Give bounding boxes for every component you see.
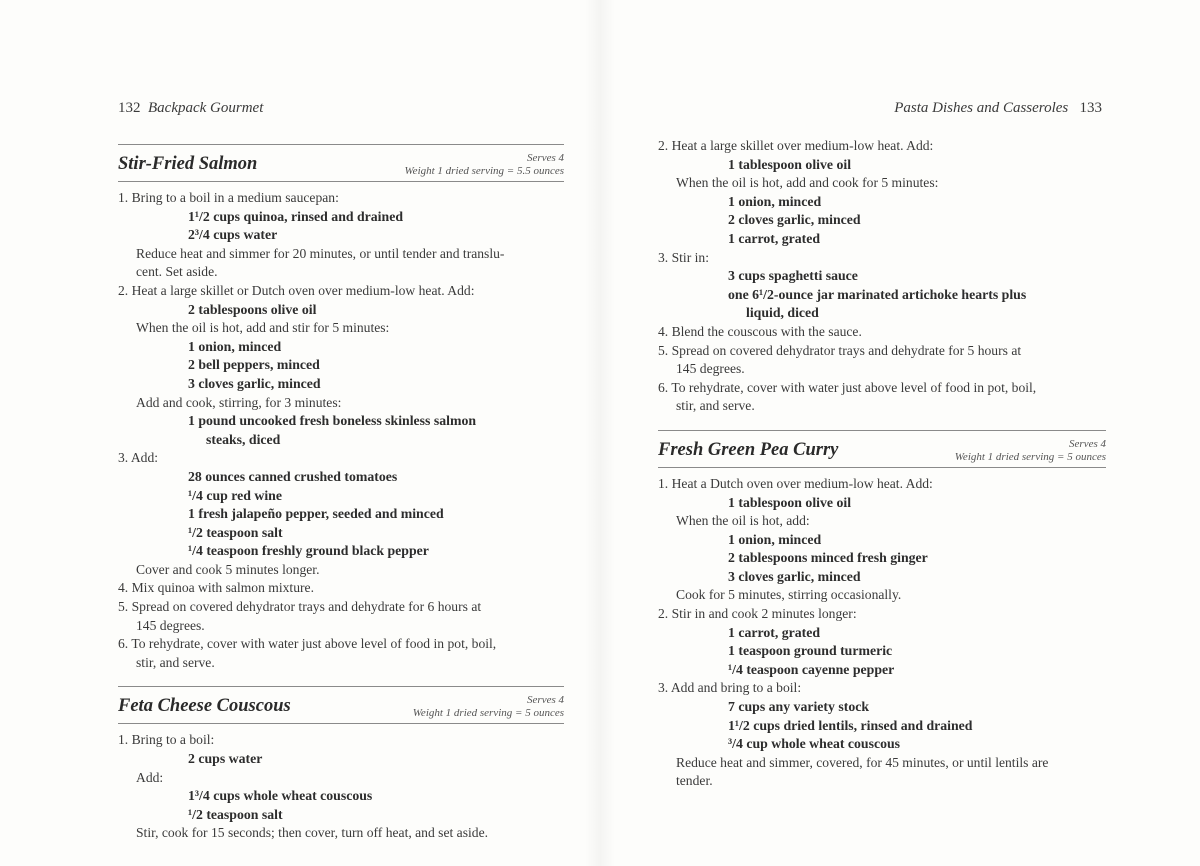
recipe-header xyxy=(658,430,1106,468)
step-text: 6. To rehydrate, cover with water just above level of food in pot, boil, xyxy=(118,636,497,652)
instruction-text: When the oil is hot, add and cook for 5 minutes: xyxy=(676,175,939,191)
right-running-head xyxy=(894,100,1102,117)
ingredient: 1 onion, minced xyxy=(728,193,822,209)
ingredient: ¹/4 cup red wine xyxy=(188,487,282,503)
left-column xyxy=(118,140,564,843)
ingredient: 1 carrot, grated xyxy=(728,230,821,246)
ingredient: 2³/4 cups water xyxy=(188,227,278,243)
ingredient: 1 onion, minced xyxy=(728,531,822,547)
instruction-text: When the oil is hot, add: xyxy=(676,513,810,529)
ingredient: ³/4 cup whole wheat couscous xyxy=(728,736,901,752)
step-text: 4. Mix quinoa with salmon mixture. xyxy=(118,580,314,596)
recipe-header xyxy=(118,686,564,724)
ingredient: 1 pound uncooked fresh boneless skinless salmon xyxy=(188,413,477,429)
ingredient: ¹/2 teaspoon salt xyxy=(188,806,283,822)
recipe-title: Stir-Fried Salmon xyxy=(118,154,258,174)
ingredient: ¹/4 teaspoon freshly ground black pepper xyxy=(188,543,429,559)
ingredient: steaks, diced xyxy=(206,431,281,447)
step-text: 1. Bring to a boil in a medium saucepan: xyxy=(118,190,339,205)
instruction-text: Stir, cook for 15 seconds; then cover, turn off heat, and set aside. xyxy=(136,825,489,841)
instruction-text: stir, and serve. xyxy=(136,654,215,670)
recipe-meta xyxy=(955,438,1106,464)
ingredient: 1 tablespoon olive oil xyxy=(728,494,852,510)
instruction-text: 145 degrees. xyxy=(676,361,745,377)
instruction-text: Cook for 5 minutes, stirring occasionally. xyxy=(676,587,902,603)
ingredient: 2 tablespoons olive oil xyxy=(188,301,317,317)
instruction-text: Add: xyxy=(136,769,164,785)
right-column xyxy=(658,137,1106,791)
recipe-body xyxy=(118,189,564,672)
ingredient: 1 carrot, grated xyxy=(728,624,821,640)
ingredient: 1 teaspoon ground turmeric xyxy=(728,643,893,659)
recipe-body xyxy=(658,475,1106,791)
ingredient: 7 cups any variety stock xyxy=(728,699,870,715)
ingredient: 28 ounces canned crushed tomatoes xyxy=(188,468,398,484)
step-text: 3. Add: xyxy=(118,450,159,466)
step-text: 1. Bring to a boil: xyxy=(118,732,215,748)
step-text: 6. To rehydrate, cover with water just above level of food in pot, boil, xyxy=(658,379,1037,395)
recipe-meta xyxy=(405,152,564,178)
ingredient: liquid, diced xyxy=(746,305,819,321)
ingredient: 2 bell peppers, minced xyxy=(188,357,320,373)
instruction-text: 145 degrees. xyxy=(136,617,205,633)
running-title: Backpack Gourmet xyxy=(148,100,264,116)
ingredient: 2 tablespoons minced fresh ginger xyxy=(728,550,928,566)
recipe-body xyxy=(118,731,564,843)
ingredient: 3 cloves garlic, minced xyxy=(188,375,321,391)
instruction-text: Cover and cook 5 minutes longer. xyxy=(136,561,320,577)
instruction-text: cent. Set aside. xyxy=(136,264,218,280)
instruction-text: Reduce heat and simmer, covered, for 45 minutes, or until lentils are xyxy=(676,754,1049,770)
ingredient: 1¹/2 cups quinoa, rinsed and drained xyxy=(188,208,403,224)
ingredient: 1¹/2 cups dried lentils, rinsed and drained xyxy=(728,717,973,733)
recipe-weight: Weight 1 dried serving = 5 ounces xyxy=(954,450,1106,463)
recipe-weight: Weight 1 dried serving = 5 ounces xyxy=(412,707,564,720)
step-text: 3. Add and bring to a boil: xyxy=(658,680,802,696)
instruction-text: Reduce heat and simmer for 20 minutes, or until tender and translu- xyxy=(136,245,505,261)
recipe-serves: Serves 4 xyxy=(527,694,564,707)
page-number: 133 xyxy=(1079,100,1102,116)
page-number: 132 xyxy=(118,100,141,116)
recipe-title: Fresh Green Pea Curry xyxy=(658,439,839,460)
ingredient: 3 cups spaghetti sauce xyxy=(728,268,858,284)
ingredient: ¹/2 teaspoon salt xyxy=(188,524,283,540)
ingredient: 1 onion, minced xyxy=(188,338,282,354)
ingredient: 1³/4 cups whole wheat couscous xyxy=(188,788,373,804)
step-text: 1. Heat a Dutch oven over medium-low heat. Add: xyxy=(658,475,933,491)
recipe-title: Feta Cheese Couscous xyxy=(118,696,291,717)
right-page xyxy=(600,0,1200,866)
instruction-text: stir, and serve. xyxy=(676,398,755,414)
step-text: 4. Blend the couscous with the sauce. xyxy=(658,323,862,339)
step-text: 2. Heat a large skillet or Dutch oven over medium-low heat. Add: xyxy=(118,282,475,298)
instruction-text: tender. xyxy=(676,773,713,789)
recipe-serves: Serves 4 xyxy=(1069,437,1106,450)
recipe-meta xyxy=(413,694,564,720)
ingredient: 2 cups water xyxy=(188,751,263,767)
running-title: Pasta Dishes and Casseroles xyxy=(894,100,1069,116)
ingredient: one 6¹/2-ounce jar marinated artichoke hearts plus xyxy=(728,286,1027,302)
step-text: 5. Spread on covered dehydrator trays and dehydrate for 6 hours at xyxy=(118,599,482,615)
step-text: 2. Heat a large skillet over medium-low heat. Add: xyxy=(658,138,934,153)
step-text: 5. Spread on covered dehydrator trays and dehydrate for 5 hours at xyxy=(658,342,1022,358)
instruction-text: When the oil is hot, add and stir for 5 minutes: xyxy=(136,320,390,336)
step-text: 3. Stir in: xyxy=(658,249,709,265)
ingredient: 1 fresh jalapeño pepper, seeded and minced xyxy=(188,506,444,522)
ingredient: ¹/4 teaspoon cayenne pepper xyxy=(728,661,895,677)
recipe-header xyxy=(118,144,564,182)
ingredient: 2 cloves garlic, minced xyxy=(728,212,861,228)
continued-recipe-body xyxy=(658,137,1106,416)
step-text: 2. Stir in and cook 2 minutes longer: xyxy=(658,606,857,622)
left-running-head xyxy=(118,100,263,117)
ingredient: 1 tablespoon olive oil xyxy=(728,156,852,172)
recipe-serves: Serves 4 xyxy=(527,152,564,164)
recipe-weight: Weight 1 dried serving = 5.5 ounces xyxy=(404,165,564,177)
instruction-text: Add and cook, stirring, for 3 minutes: xyxy=(136,394,342,410)
ingredient: 3 cloves garlic, minced xyxy=(728,568,861,584)
